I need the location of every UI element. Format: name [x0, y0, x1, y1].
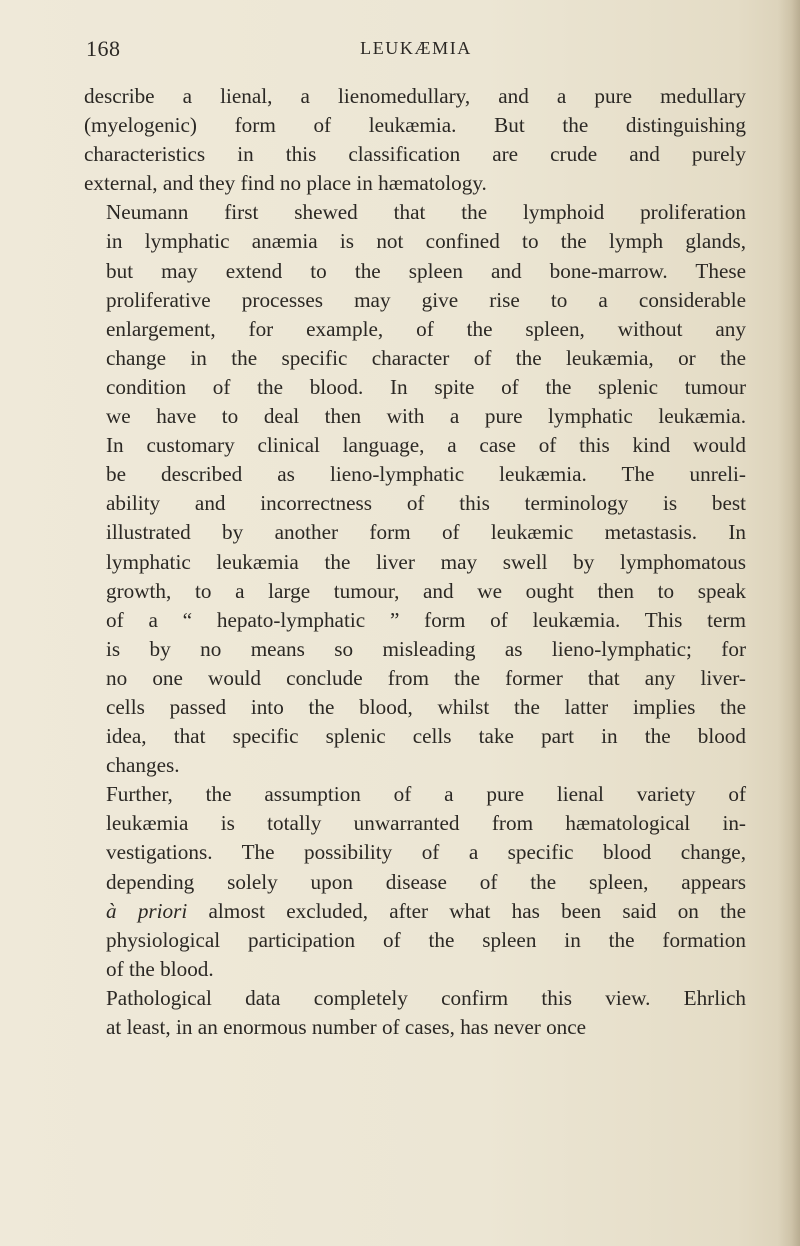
text-line: we have to deal then with a pure lymphatic leukæmia.	[106, 404, 746, 429]
text-line: in lymphatic anæmia is not confined to the lymph glands,	[106, 229, 746, 254]
text-line: at least, in an enormous number of cases, has never once	[106, 1015, 587, 1039]
paragraph	[84, 198, 746, 780]
text-line: be described as lieno-lymphatic leukæmia. The unreli-	[106, 462, 746, 487]
text-line: proliferative processes may give rise to a considerable	[106, 287, 746, 312]
text-line: cells passed into the blood, whilst the latter implies the	[106, 694, 746, 719]
text-line: of the blood.	[106, 956, 214, 981]
text-line: depending solely upon disease of the spleen, appears	[106, 869, 746, 894]
text-line: ability and incorrectness of this terminology is best	[106, 491, 746, 516]
text-line: is by no means so misleading as lieno-lymphatic; for	[106, 636, 746, 661]
text-line: describe a lienal, a lienomedullary, and a pure medullary	[84, 84, 746, 108]
text-line	[84, 897, 746, 926]
text-line: lymphatic leukæmia the liver may swell by lymphomatous	[106, 549, 746, 574]
text-line: changes.	[106, 753, 180, 778]
text-line: no one would conclude from the former that any liver-	[106, 665, 746, 690]
text-line: external, and they find no place in hæmatology.	[84, 171, 487, 196]
text-line: In customary clinical language, a case of this kind would	[106, 433, 746, 458]
page-header	[86, 36, 746, 66]
running-head: LEUKÆMIA	[360, 38, 472, 58]
text-line: condition of the blood. In spite of the splenic tumour	[106, 374, 746, 399]
text-line: idea, that specific splenic cells take part in the blood	[106, 724, 746, 749]
text-line-rest: almost excluded, after what has been said on the	[208, 898, 747, 923]
italic-phrase: à priori	[106, 898, 188, 923]
page-number: 168	[86, 36, 121, 61]
text-line: characteristics in this classification are crude and purely	[84, 142, 746, 167]
text-line: Pathological data completely confirm this view. Ehrlich	[106, 985, 746, 1010]
text-line: leukæmia is totally unwarranted from hæmatological in-	[106, 811, 746, 836]
paragraph	[84, 984, 746, 1042]
text-line: change in the specific character of the leukæmia, or the	[106, 345, 746, 370]
text-line: (myelogenic) form of leukæmia. But the distinguishing	[84, 113, 746, 138]
text-line: of a “ hepato-lymphatic ” form of leukæmia. This term	[106, 607, 746, 632]
paragraph	[84, 780, 746, 984]
text-line: Further, the assumption of a pure lienal variety of	[106, 782, 746, 807]
body-text	[84, 82, 746, 1042]
text-line: vestigations. The possibility of a specific blood change,	[106, 840, 746, 865]
text-line: but may extend to the spleen and bone-marrow. These	[106, 258, 746, 283]
text-line: illustrated by another form of leukæmic metastasis. In	[106, 520, 746, 545]
paragraph	[84, 82, 746, 198]
text-line: Neumann first shewed that the lymphoid proliferation	[106, 200, 746, 225]
text-line: growth, to a large tumour, and we ought then to speak	[106, 578, 746, 603]
page-edge-shadow	[778, 0, 800, 1246]
text-line: physiological participation of the spleen in the formation	[106, 927, 746, 952]
text-line: enlargement, for example, of the spleen, without any	[106, 316, 746, 341]
